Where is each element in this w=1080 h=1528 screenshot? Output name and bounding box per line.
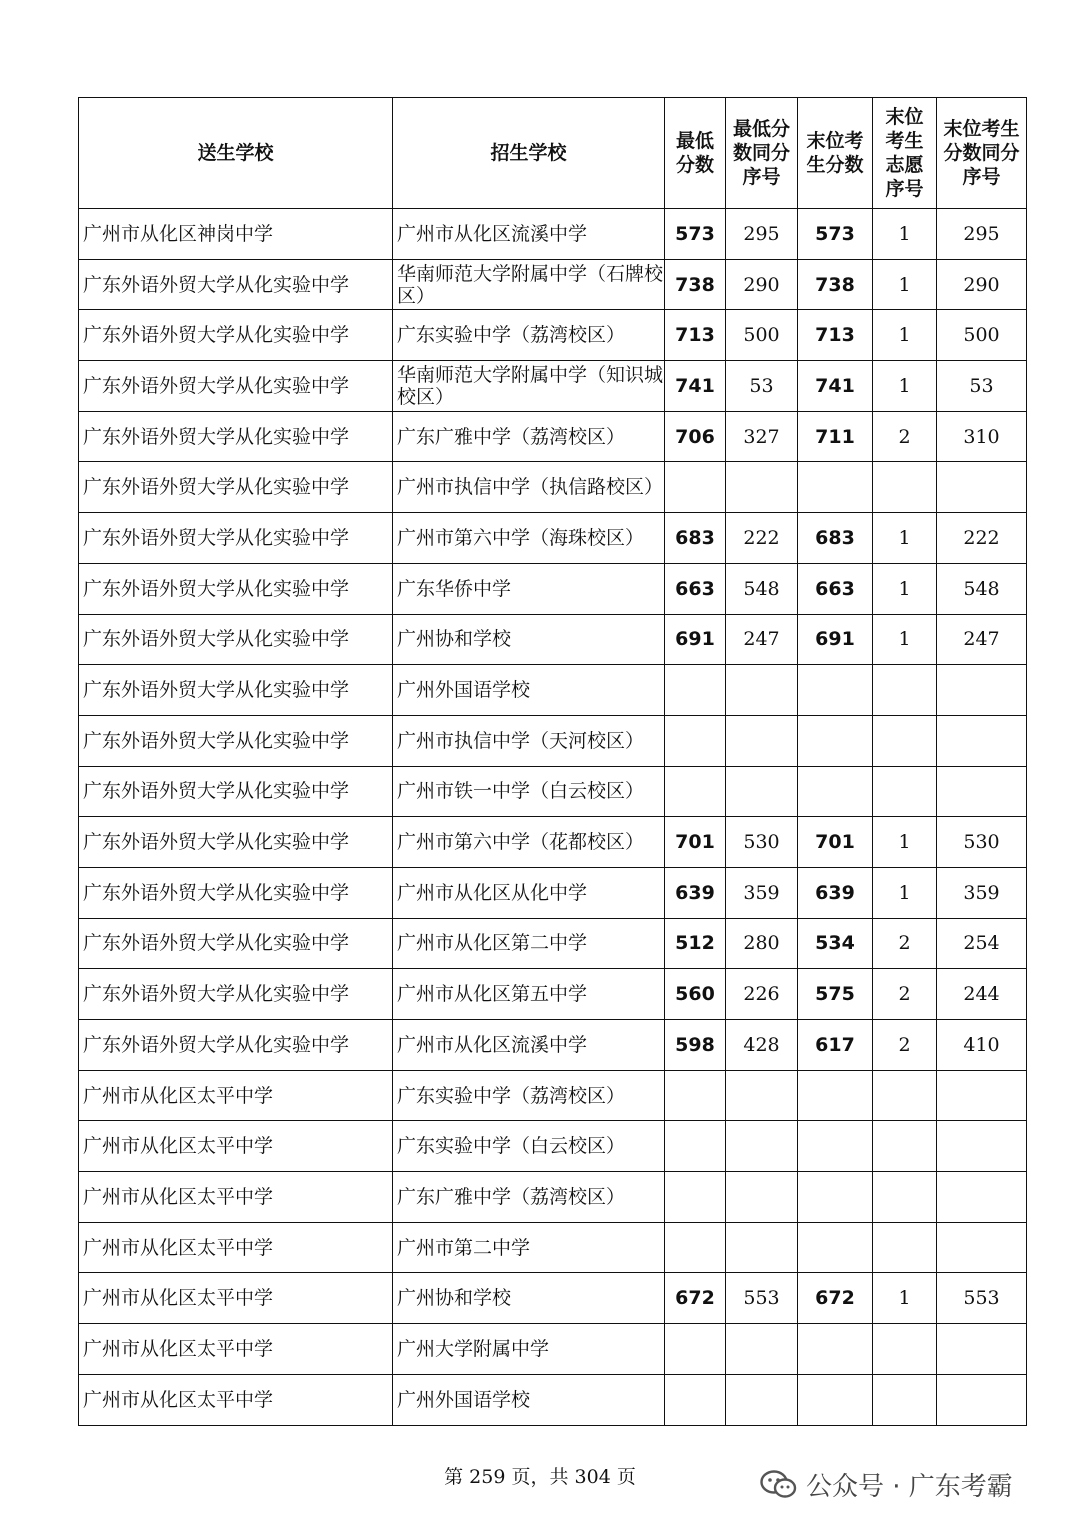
table-row bbox=[79, 665, 1027, 716]
admitting-school-cell: 广州协和学校 bbox=[393, 614, 665, 665]
last-score-cell: 672 bbox=[798, 1273, 873, 1324]
sending-school-cell: 广东外语外贸大学从化实验中学 bbox=[79, 513, 393, 564]
admitting-school-cell: 广东华侨中学 bbox=[393, 563, 665, 614]
watermark-text: 公众号 · 广东考霸 bbox=[806, 1472, 1013, 1502]
last-score-cell bbox=[798, 1374, 873, 1425]
header-admitting-school: 招生学校 bbox=[393, 98, 665, 209]
table-row bbox=[79, 867, 1027, 918]
admitting-school-cell: 广州市从化区流溪中学 bbox=[393, 209, 665, 260]
last-score-rank-cell bbox=[937, 1121, 1027, 1172]
min-score-rank-cell bbox=[726, 1121, 798, 1172]
table-row bbox=[79, 918, 1027, 969]
min-score-cell: 663 bbox=[665, 563, 726, 614]
table-row bbox=[79, 1070, 1027, 1121]
admission-table-container bbox=[78, 97, 1026, 1426]
last-score-rank-cell bbox=[937, 462, 1027, 513]
min-score-rank-cell bbox=[726, 1070, 798, 1121]
last-score-cell: 711 bbox=[798, 411, 873, 462]
last-choice-no-cell bbox=[873, 1121, 937, 1172]
admitting-school-cell: 广州外国语学校 bbox=[393, 665, 665, 716]
table-row bbox=[79, 715, 1027, 766]
admitting-school-cell: 华南师范大学附属中学（知识城校区） bbox=[393, 361, 665, 412]
min-score-cell: 701 bbox=[665, 817, 726, 868]
sending-school-cell: 广州市从化区太平中学 bbox=[79, 1222, 393, 1273]
last-score-rank-cell: 247 bbox=[937, 614, 1027, 665]
table-row bbox=[79, 259, 1027, 310]
min-score-cell: 598 bbox=[665, 1020, 726, 1071]
min-score-rank-cell: 500 bbox=[726, 310, 798, 361]
last-choice-no-cell bbox=[873, 665, 937, 716]
last-score-cell: 741 bbox=[798, 361, 873, 412]
min-score-rank-cell bbox=[726, 715, 798, 766]
min-score-rank-cell: 295 bbox=[726, 209, 798, 260]
last-score-cell: 575 bbox=[798, 969, 873, 1020]
min-score-rank-cell: 548 bbox=[726, 563, 798, 614]
last-score-rank-cell: 244 bbox=[937, 969, 1027, 1020]
sending-school-cell: 广东外语外贸大学从化实验中学 bbox=[79, 918, 393, 969]
min-score-rank-cell: 327 bbox=[726, 411, 798, 462]
min-score-cell: 683 bbox=[665, 513, 726, 564]
last-choice-no-cell bbox=[873, 766, 937, 817]
min-score-cell: 741 bbox=[665, 361, 726, 412]
min-score-cell: 738 bbox=[665, 259, 726, 310]
header-last-score-rank: 末位考生 分数同分 序号 bbox=[937, 98, 1027, 209]
sending-school-cell: 广州市从化区太平中学 bbox=[79, 1070, 393, 1121]
last-choice-no-cell: 1 bbox=[873, 259, 937, 310]
sending-school-cell: 广东外语外贸大学从化实验中学 bbox=[79, 462, 393, 513]
table-row bbox=[79, 462, 1027, 513]
sending-school-cell: 广州市从化区太平中学 bbox=[79, 1324, 393, 1375]
last-choice-no-cell: 1 bbox=[873, 867, 937, 918]
table-row bbox=[79, 969, 1027, 1020]
min-score-rank-cell: 222 bbox=[726, 513, 798, 564]
table-row bbox=[79, 411, 1027, 462]
last-choice-no-cell: 1 bbox=[873, 209, 937, 260]
wechat-icon bbox=[760, 1470, 798, 1500]
last-score-rank-cell bbox=[937, 766, 1027, 817]
last-score-cell bbox=[798, 1222, 873, 1273]
last-score-cell bbox=[798, 1121, 873, 1172]
min-score-rank-cell: 280 bbox=[726, 918, 798, 969]
last-choice-no-cell: 1 bbox=[873, 361, 937, 412]
admitting-school-cell: 广东实验中学（荔湾校区） bbox=[393, 1070, 665, 1121]
admitting-school-cell: 广州协和学校 bbox=[393, 1273, 665, 1324]
last-score-rank-cell: 359 bbox=[937, 867, 1027, 918]
last-score-rank-cell: 310 bbox=[937, 411, 1027, 462]
min-score-cell bbox=[665, 766, 726, 817]
last-choice-no-cell bbox=[873, 1222, 937, 1273]
table-row bbox=[79, 361, 1027, 412]
last-score-cell bbox=[798, 1324, 873, 1375]
sending-school-cell: 广州市从化区神岗中学 bbox=[79, 209, 393, 260]
last-score-cell: 663 bbox=[798, 563, 873, 614]
table-row bbox=[79, 1273, 1027, 1324]
min-score-rank-cell bbox=[726, 462, 798, 513]
admitting-school-cell: 广州大学附属中学 bbox=[393, 1324, 665, 1375]
min-score-cell: 573 bbox=[665, 209, 726, 260]
min-score-rank-cell bbox=[726, 1172, 798, 1223]
last-score-rank-cell: 548 bbox=[937, 563, 1027, 614]
sending-school-cell: 广东外语外贸大学从化实验中学 bbox=[79, 1020, 393, 1071]
min-score-cell: 713 bbox=[665, 310, 726, 361]
min-score-cell bbox=[665, 1070, 726, 1121]
min-score-cell bbox=[665, 715, 726, 766]
sending-school-cell: 广州市从化区太平中学 bbox=[79, 1121, 393, 1172]
last-choice-no-cell: 1 bbox=[873, 1273, 937, 1324]
table-row bbox=[79, 1121, 1027, 1172]
admitting-school-cell: 广州市从化区第五中学 bbox=[393, 969, 665, 1020]
last-score-rank-cell bbox=[937, 1070, 1027, 1121]
min-score-rank-cell: 53 bbox=[726, 361, 798, 412]
table-row bbox=[79, 817, 1027, 868]
min-score-cell bbox=[665, 1172, 726, 1223]
last-score-rank-cell: 222 bbox=[937, 513, 1027, 564]
last-choice-no-cell bbox=[873, 1374, 937, 1425]
admitting-school-cell: 广东广雅中学（荔湾校区） bbox=[393, 1172, 665, 1223]
header-sending-school: 送生学校 bbox=[79, 98, 393, 209]
last-choice-no-cell: 1 bbox=[873, 614, 937, 665]
last-score-cell bbox=[798, 766, 873, 817]
sending-school-cell: 广州市从化区太平中学 bbox=[79, 1172, 393, 1223]
sending-school-cell: 广东外语外贸大学从化实验中学 bbox=[79, 715, 393, 766]
sending-school-cell: 广东外语外贸大学从化实验中学 bbox=[79, 310, 393, 361]
last-score-rank-cell: 295 bbox=[937, 209, 1027, 260]
min-score-rank-cell: 290 bbox=[726, 259, 798, 310]
last-choice-no-cell bbox=[873, 1070, 937, 1121]
last-choice-no-cell: 2 bbox=[873, 969, 937, 1020]
last-score-cell bbox=[798, 1070, 873, 1121]
last-score-cell bbox=[798, 1172, 873, 1223]
header-min-score: 最低 分数 bbox=[665, 98, 726, 209]
admitting-school-cell: 广东实验中学（白云校区） bbox=[393, 1121, 665, 1172]
last-score-cell bbox=[798, 462, 873, 513]
last-score-cell: 701 bbox=[798, 817, 873, 868]
header-row bbox=[79, 98, 1027, 209]
admitting-school-cell: 广州市第六中学（海珠校区） bbox=[393, 513, 665, 564]
last-choice-no-cell bbox=[873, 1324, 937, 1375]
last-score-rank-cell bbox=[937, 1222, 1027, 1273]
sending-school-cell: 广东外语外贸大学从化实验中学 bbox=[79, 411, 393, 462]
last-choice-no-cell: 1 bbox=[873, 563, 937, 614]
table-row bbox=[79, 310, 1027, 361]
admitting-school-cell: 广州市从化区从化中学 bbox=[393, 867, 665, 918]
watermark bbox=[760, 1466, 1013, 1503]
sending-school-cell: 广东外语外贸大学从化实验中学 bbox=[79, 766, 393, 817]
admitting-school-cell: 广州市从化区第二中学 bbox=[393, 918, 665, 969]
sending-school-cell: 广东外语外贸大学从化实验中学 bbox=[79, 361, 393, 412]
min-score-rank-cell: 530 bbox=[726, 817, 798, 868]
table-row bbox=[79, 1020, 1027, 1071]
min-score-rank-cell bbox=[726, 766, 798, 817]
last-score-rank-cell: 530 bbox=[937, 817, 1027, 868]
min-score-cell: 512 bbox=[665, 918, 726, 969]
table-row bbox=[79, 1324, 1027, 1375]
min-score-cell: 691 bbox=[665, 614, 726, 665]
min-score-rank-cell bbox=[726, 1324, 798, 1375]
min-score-rank-cell bbox=[726, 665, 798, 716]
admitting-school-cell: 广州市从化区流溪中学 bbox=[393, 1020, 665, 1071]
last-score-rank-cell: 553 bbox=[937, 1273, 1027, 1324]
sending-school-cell: 广州市从化区太平中学 bbox=[79, 1374, 393, 1425]
last-score-rank-cell: 500 bbox=[937, 310, 1027, 361]
min-score-cell bbox=[665, 1222, 726, 1273]
admitting-school-cell: 广州市执信中学（执信路校区） bbox=[393, 462, 665, 513]
table-row bbox=[79, 1172, 1027, 1223]
min-score-rank-cell: 553 bbox=[726, 1273, 798, 1324]
min-score-cell: 672 bbox=[665, 1273, 726, 1324]
last-choice-no-cell: 2 bbox=[873, 1020, 937, 1071]
min-score-cell bbox=[665, 1121, 726, 1172]
min-score-rank-cell bbox=[726, 1374, 798, 1425]
admitting-school-cell: 广州市第六中学（花都校区） bbox=[393, 817, 665, 868]
min-score-cell: 639 bbox=[665, 867, 726, 918]
last-score-cell bbox=[798, 665, 873, 716]
last-score-cell: 573 bbox=[798, 209, 873, 260]
table-row bbox=[79, 1222, 1027, 1273]
min-score-rank-cell bbox=[726, 1222, 798, 1273]
last-score-rank-cell: 53 bbox=[937, 361, 1027, 412]
table-body bbox=[79, 209, 1027, 1426]
table-row bbox=[79, 209, 1027, 260]
last-score-cell: 617 bbox=[798, 1020, 873, 1071]
admitting-school-cell: 广州外国语学校 bbox=[393, 1374, 665, 1425]
last-choice-no-cell: 1 bbox=[873, 513, 937, 564]
table-row bbox=[79, 1374, 1027, 1425]
last-score-rank-cell: 410 bbox=[937, 1020, 1027, 1071]
last-choice-no-cell bbox=[873, 715, 937, 766]
sending-school-cell: 广东外语外贸大学从化实验中学 bbox=[79, 259, 393, 310]
last-score-cell: 683 bbox=[798, 513, 873, 564]
last-score-rank-cell: 290 bbox=[937, 259, 1027, 310]
table-row bbox=[79, 614, 1027, 665]
min-score-cell: 706 bbox=[665, 411, 726, 462]
last-choice-no-cell: 2 bbox=[873, 918, 937, 969]
header-last-choice-no: 末位 考生 志愿 序号 bbox=[873, 98, 937, 209]
sending-school-cell: 广东外语外贸大学从化实验中学 bbox=[79, 563, 393, 614]
header-min-score-rank: 最低分 数同分 序号 bbox=[726, 98, 798, 209]
admitting-school-cell: 广州市铁一中学（白云校区） bbox=[393, 766, 665, 817]
sending-school-cell: 广东外语外贸大学从化实验中学 bbox=[79, 867, 393, 918]
min-score-cell bbox=[665, 1324, 726, 1375]
admitting-school-cell: 广州市第二中学 bbox=[393, 1222, 665, 1273]
admitting-school-cell: 广东实验中学（荔湾校区） bbox=[393, 310, 665, 361]
page-footer: 第 259 页，共 304 页 bbox=[444, 1466, 636, 1488]
last-score-cell: 639 bbox=[798, 867, 873, 918]
min-score-cell bbox=[665, 462, 726, 513]
last-choice-no-cell: 1 bbox=[873, 310, 937, 361]
last-score-cell: 738 bbox=[798, 259, 873, 310]
admitting-school-cell: 广东广雅中学（荔湾校区） bbox=[393, 411, 665, 462]
last-choice-no-cell: 2 bbox=[873, 411, 937, 462]
table-row bbox=[79, 766, 1027, 817]
last-choice-no-cell: 1 bbox=[873, 817, 937, 868]
min-score-cell bbox=[665, 665, 726, 716]
sending-school-cell: 广东外语外贸大学从化实验中学 bbox=[79, 817, 393, 868]
admitting-school-cell: 广州市执信中学（天河校区） bbox=[393, 715, 665, 766]
admitting-school-cell: 华南师范大学附属中学（石牌校区） bbox=[393, 259, 665, 310]
min-score-cell bbox=[665, 1374, 726, 1425]
last-score-rank-cell bbox=[937, 1172, 1027, 1223]
min-score-rank-cell: 226 bbox=[726, 969, 798, 1020]
last-score-rank-cell bbox=[937, 715, 1027, 766]
sending-school-cell: 广东外语外贸大学从化实验中学 bbox=[79, 614, 393, 665]
last-score-cell: 534 bbox=[798, 918, 873, 969]
sending-school-cell: 广东外语外贸大学从化实验中学 bbox=[79, 665, 393, 716]
last-score-rank-cell bbox=[937, 1374, 1027, 1425]
last-score-cell: 713 bbox=[798, 310, 873, 361]
min-score-rank-cell: 247 bbox=[726, 614, 798, 665]
table-row bbox=[79, 513, 1027, 564]
last-score-cell: 691 bbox=[798, 614, 873, 665]
last-score-rank-cell: 254 bbox=[937, 918, 1027, 969]
last-score-rank-cell bbox=[937, 665, 1027, 716]
header-last-score: 末位考 生分数 bbox=[798, 98, 873, 209]
min-score-cell: 560 bbox=[665, 969, 726, 1020]
last-score-cell bbox=[798, 715, 873, 766]
last-score-rank-cell bbox=[937, 1324, 1027, 1375]
min-score-rank-cell: 428 bbox=[726, 1020, 798, 1071]
last-choice-no-cell bbox=[873, 462, 937, 513]
admission-table bbox=[78, 97, 1027, 1426]
last-choice-no-cell bbox=[873, 1172, 937, 1223]
sending-school-cell: 广州市从化区太平中学 bbox=[79, 1273, 393, 1324]
min-score-rank-cell: 359 bbox=[726, 867, 798, 918]
sending-school-cell: 广东外语外贸大学从化实验中学 bbox=[79, 969, 393, 1020]
table-row bbox=[79, 563, 1027, 614]
